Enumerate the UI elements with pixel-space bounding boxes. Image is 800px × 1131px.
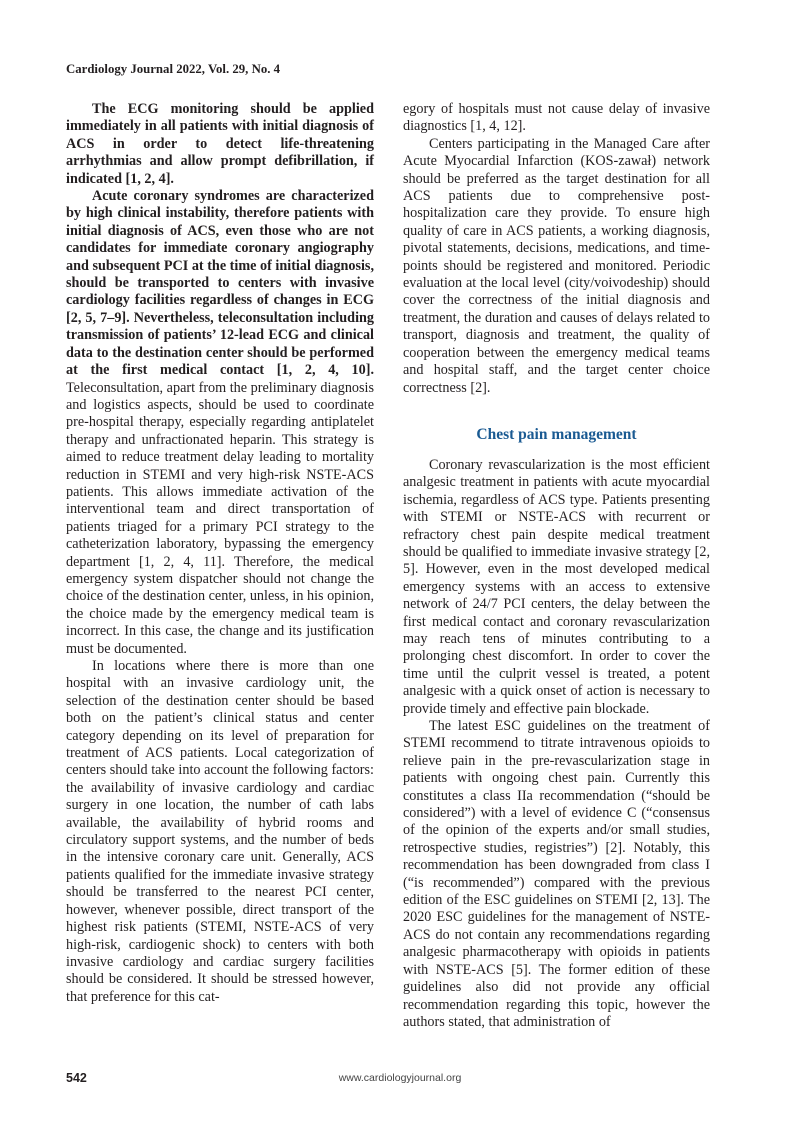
paragraph-revascularization: Coronary revascularization is the most efficient analgesic treatment in patients with acute myocardial ischemia, regardless of ACS type. Patients presenting with STEMI or NSTE-ACS with recurrent or refractory chest pain despite medical treatment should be qualified to immediate invasive strategy [2, 5]. However, even in the most developed medical emergency systems with an access to extensive network of 24/7 PCI centers, the delay between the first medical contact and coronary revascularization may reach tens of minutes contributing to a prolonging chest discomfort. In order to cover the time until the culprit vessel is treated, a potent analgesic with a quick onset of action is necessary to provide timely and effective pain blockade.: [403, 456, 710, 717]
page-number: 542: [66, 1071, 87, 1085]
footer-url: www.cardiologyjournal.org: [338, 1072, 462, 1084]
paragraph-hospital-selection: In locations where there is more than one hospital with an invasive cardiology unit, the selection of the destination center should be based both on the patient’s clinical status and center category depending on its level of preparation for treatment of ACS patients. Local categorization of centers should take into account the following factors: the availability of invasive cardiology and cardiac surgery in one location, the number of cath labs available, the availability of hybrid rooms and circulatory support systems, and the number of beds in the intensive coronary care unit. Generally, ACS patients qualified for the immediate invasive strategy should be transferred to the nearest PCI center, however, whenever possible, direct transport of the highest risk patients (STEMI, NSTE-ACS of very high-risk, cardiogenic shock) to centers with both invasive cardiology and cardiac surgery facilities should be considered. It should be stressed however, that preference for this cat-: [66, 658, 374, 1005]
paragraph-managed-care: Centers participating in the Managed Care after Acute Myocardial Infarction (KOS-zawał) network should be preferred as the target destination for all ACS patients due to comprehensive post-hospitalization care they provide. To ensure high quality of care in ACS patients, a working diagnosis, pivotal statements, decisions, medications, and time-points should be registered and monitored. Periodic evaluation at the local level (city/voivodeship) should cover the correctness of the initial diagnosis and treatment, the duration and causes of delays related to transport, diagnosis and treatment, the quality of cooperation between the emergency medical teams and hospital staff, and the target center choice correctness [2].: [403, 135, 710, 396]
paragraph-acs-instability: [66, 188, 374, 658]
left-column: [66, 101, 374, 1006]
bold-text: The ECG monitoring should be applied immediately in all patients with initial diagnosis of ACS in order to detect life-threatening arrhythmias and allow prompt defibrillation, if indicated [1, 2, 4].: [66, 101, 374, 187]
right-column: [403, 101, 710, 1031]
paragraph-esc-guidelines: The latest ESC guidelines on the treatment of STEMI recommend to titrate intravenous opioids to relieve pain in the pre-revascularization stage in patients with ongoing chest pain. Currently this constitutes a class IIa recommendation (“should be considered”) with a level of evidence C (“consensus of the opinion of the experts and/or small studies, retrospective studies, registries”) [2]. Notably, this recommendation has been downgraded from class I (“is recommended”) compared with the previous edition of the ESC guidelines on STEMI [2, 13]. The 2020 ESC guidelines for the management of NSTE-ACS do not contain any recommendations regarding analgesic pharmacotherapy with opioids in patients with NSTE-ACS [5]. The former edition of these guidelines also did not provide any official recommendation regarding this topic, however the authors stated, that administration of: [403, 718, 710, 1030]
bold-text: Acute coronary syndromes are characterized by high clinical instability, therefore patients with initial diagnosis of ACS, even those who are not candidates for immediate coronary angiography and subsequent PCI at the time of initial diagnosis, should be transported to centers with invasive cardiology facilities regardless of changes in ECG [2, 5, 7–9]. Nevertheless, teleconsultation including transmission of patients’ 12-lead ECG and clinical data to the destination center should be performed at the first medical contact [1, 2, 4, 10].: [66, 188, 374, 379]
section-heading: Chest pain management: [476, 425, 637, 443]
paragraph-ecg-monitoring: [66, 101, 374, 188]
body-text: Teleconsultation, apart from the preliminary diagnosis and logistics aspects, should be used to coordinate pre-hospital therapy, especially regarding antiplatelet therapy and unfractionated heparin. This strategy is aimed to reduce treatment delay leading to mortality reduction in STEMI and very high-risk NSTE-ACS patients. This allows immediate activation of the interventional team and direct transportation of patients triaged for a primary PCI strategy to the catheterization laboratory, bypassing the emergency department [1, 2, 4, 11]. Therefore, the medical emergency system dispatcher should not change the choice of the destination center, unless, in his opinion, the choice made by the emergency medical team is incorrect. In this case, the change and its justification must be documented.: [66, 379, 374, 657]
journal-header: Cardiology Journal 2022, Vol. 29, No. 4: [66, 62, 281, 76]
paragraph-continued: egory of hospitals must not cause delay of invasive diagnostics [1, 4, 12].: [403, 101, 710, 135]
